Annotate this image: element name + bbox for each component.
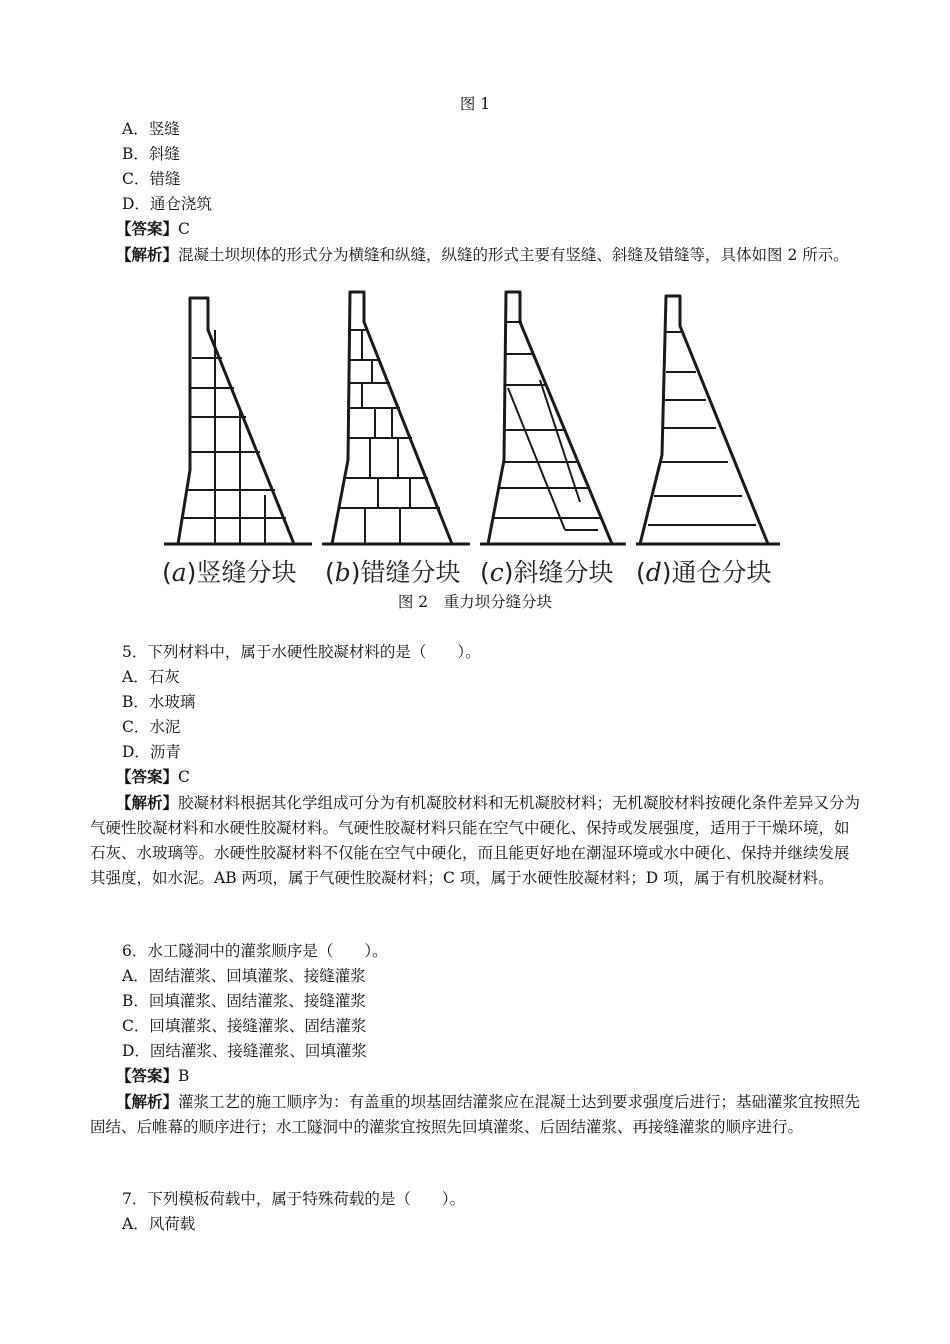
q6-stem: 6．水工隧洞中的灌浆顺序是（ ）。 — [122, 942, 388, 960]
q6-option-b: B．回填灌浆、固结灌浆、接缝灌浆 — [122, 992, 366, 1010]
q4-option-a: A．竖缝 — [122, 120, 180, 138]
analysis-tag: 【解析】 — [116, 793, 179, 812]
q6-analysis — [90, 1089, 862, 1140]
q4-option-c: C．错缝 — [122, 170, 181, 188]
analysis-tag: 【解析】 — [116, 245, 179, 264]
dam-panel-b-staggered-joints — [322, 292, 470, 544]
q5-option-c: C．水泥 — [122, 718, 181, 736]
answer-value: C — [178, 768, 190, 786]
dam-panel-a-vertical-joints — [164, 298, 312, 544]
q4-option-d: D．通仓浇筑 — [122, 195, 212, 213]
q6-option-a: A．固结灌浆、回填灌浆、接缝灌浆 — [122, 967, 366, 985]
analysis-text: 混凝土坝坝体的形式分为横缝和纵缝，纵缝的形式主要有竖缝、斜缝及错缝等，具体如图 2 所示。 — [178, 246, 849, 264]
answer-tag: 【答案】 — [116, 767, 179, 786]
analysis-text: 胶凝材料根据其化学组成可分为有机凝胶材料和无机凝胶材料；无机凝胶材料按硬化条件差异又分为气硬性胶凝材料和水硬性胶凝材料。气硬性胶凝材料只能在空气中硬化、保持或发展强度，适用于干燥环境，如石灰、水玻璃等。水硬性胶凝材料不仅能在空气中硬化，而且能更好地在潮湿环境或水中硬化、保持并继续发展其强度，如水泥。AB 两项，属于气硬性胶凝材料；C 项，属于水硬性胶凝材料；D 项，属于有机胶凝材料。 — [90, 794, 861, 887]
q6-option-c: C．回填灌浆、接缝灌浆、固结灌浆 — [122, 1017, 367, 1035]
q7-option-a: A．风荷载 — [122, 1215, 196, 1233]
q5-analysis — [90, 790, 862, 891]
q6-answer — [116, 1065, 189, 1087]
answer-value: B — [178, 1067, 190, 1085]
q5-option-a: A．石灰 — [122, 668, 180, 686]
q6-option-d: D．固结灌浆、接缝灌浆、回填灌浆 — [122, 1042, 367, 1060]
answer-tag: 【答案】 — [116, 219, 179, 238]
dam-panel-c-inclined-joints — [480, 292, 626, 544]
analysis-tag: 【解析】 — [116, 1092, 179, 1111]
dam-joint-figure — [0, 0, 950, 560]
panel-a-caption: (a)竖缝分块 — [162, 558, 297, 587]
q5-option-d: D．沥青 — [122, 743, 181, 761]
q5-answer — [116, 766, 190, 788]
q5-option-b: B．水玻璃 — [122, 693, 196, 711]
figure-2-caption: 图 2 重力坝分缝分块 — [397, 593, 553, 611]
q7-stem: 7．下列模板荷载中，属于特殊荷载的是（ ）。 — [122, 1190, 466, 1208]
panel-b-caption: (b)错缝分块 — [325, 558, 461, 587]
answer-tag: 【答案】 — [116, 1066, 179, 1085]
panel-c-caption: (c)斜缝分块 — [480, 558, 614, 587]
figure-1-caption: 图 1 — [459, 95, 491, 113]
panel-d-caption: (d)通仓分块 — [636, 558, 772, 587]
analysis-text: 灌浆工艺的施工顺序为：有盖重的坝基固结灌浆应在混凝土达到要求强度后进行；基础灌浆宜按照先固结、后帷幕的顺序进行；水工隧洞中的灌浆宜按照先回填灌浆、后固结灌浆、再接缝灌浆的顺序进行。 — [90, 1093, 861, 1136]
dam-panel-d-full-section — [636, 296, 780, 544]
q4-option-b: B．斜缝 — [122, 145, 180, 163]
answer-value: C — [178, 220, 190, 238]
q5-stem: 5．下列材料中，属于水硬性胶凝材料的是（ ）。 — [122, 643, 481, 661]
